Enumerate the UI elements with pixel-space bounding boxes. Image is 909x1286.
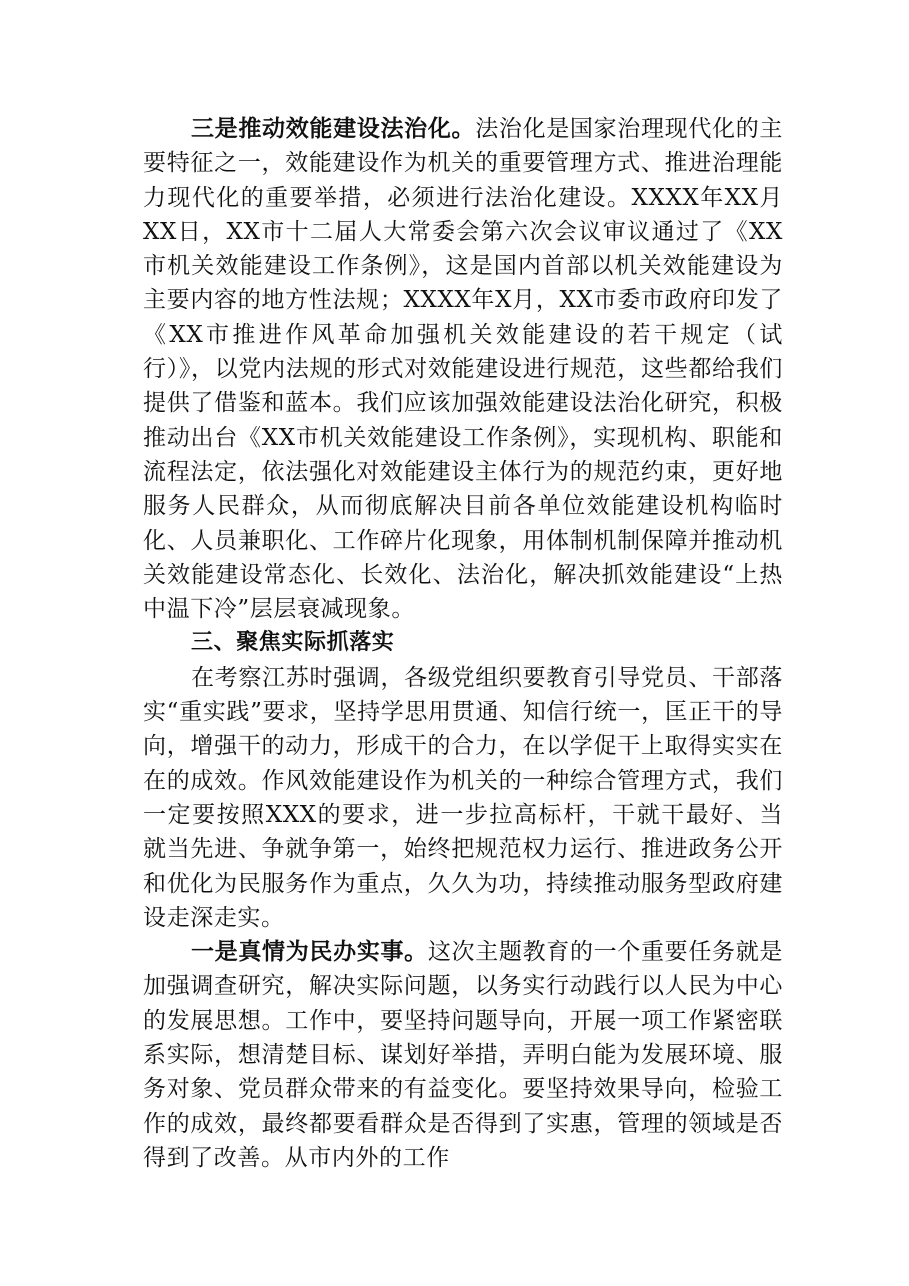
paragraph-text: 法治化是国家治理现代化的主要特征之一，效能建设作为机关的重要管理方式、推进治理能力现代化的重要举措，必须进行法治化建设。XXXX年XX月XX日，XX市十二届人大常委会第六次会议审议通过了《XX市机关效能建设工作条例》，这是国内首部以机关效能建设为主要内容的地方性法规；XXXX年X月，XX市委市政府印发了《XX市推进作风革命加强机关效能建设的若干规定（试行）》，以党内法规的形式对效能建设进行规范，这些都给我们提供了借鉴和蓝本。我们应该加强效能建设法治化研究，积极推动出台《XX市机关效能建设工作条例》，实现机构、职能和流程法定，依法强化对效能建设主体行为的规范约束，更好地服务人民群众，从而彻底解决目前各单位效能建设机构临时化、人员兼职化、工作碎片化现象，用体制机制保障并推动机关效能建设常态化、长效化、法治化，解决抓效能建设“上热中温下冷”层层衰减现象。 [143,116,783,623]
paragraph-lead-heading: 一是真情为民办实事。 [191,938,428,966]
paragraph-text: 这次主题教育的一个重要任务就是加强调查研究，解决实际问题，以务实行动践行以人民为中心的发展思想。工作中，要坚持问题导向，开展一项工作紧密联系实际，想清楚目标、谋划好举措，弄明白能为发展环境、服务对象、党员群众带来的有益变化。要坚持效果导向，检验工作的成效，最终都要看群众是否得到了实惠，管理的领域是否得到了改善。从市内外的工作 [143,939,784,1171]
paragraph-lead-heading: 三是推动效能建设法治化。 [191,115,476,142]
paragraph-rule-of-law [143,112,783,626]
paragraph-focus-practice: 在考察江苏时强调，各级党组织要教育引导党员、干部落实“重实践”要求，坚持学思用贯通、知信行统一，匡正干的导向，增强干的动力，形成干的合力，在以学促干上取得实实在在的成效。作风效能建设作为机关的一种综合管理方式，我们一定要按照XXX的要求，进一步拉高标杆，干就干最好、当就当先进、争就争第一，始终把规范权力运行、推进政务公开和优化为民服务作为重点，久久为功，持续推动服务型政府建设走深走实。 [143,664,783,931]
document-body [143,112,783,1175]
section-heading: 三、聚焦实际抓落实 [191,630,395,656]
paragraph-serve-people [143,935,783,1175]
